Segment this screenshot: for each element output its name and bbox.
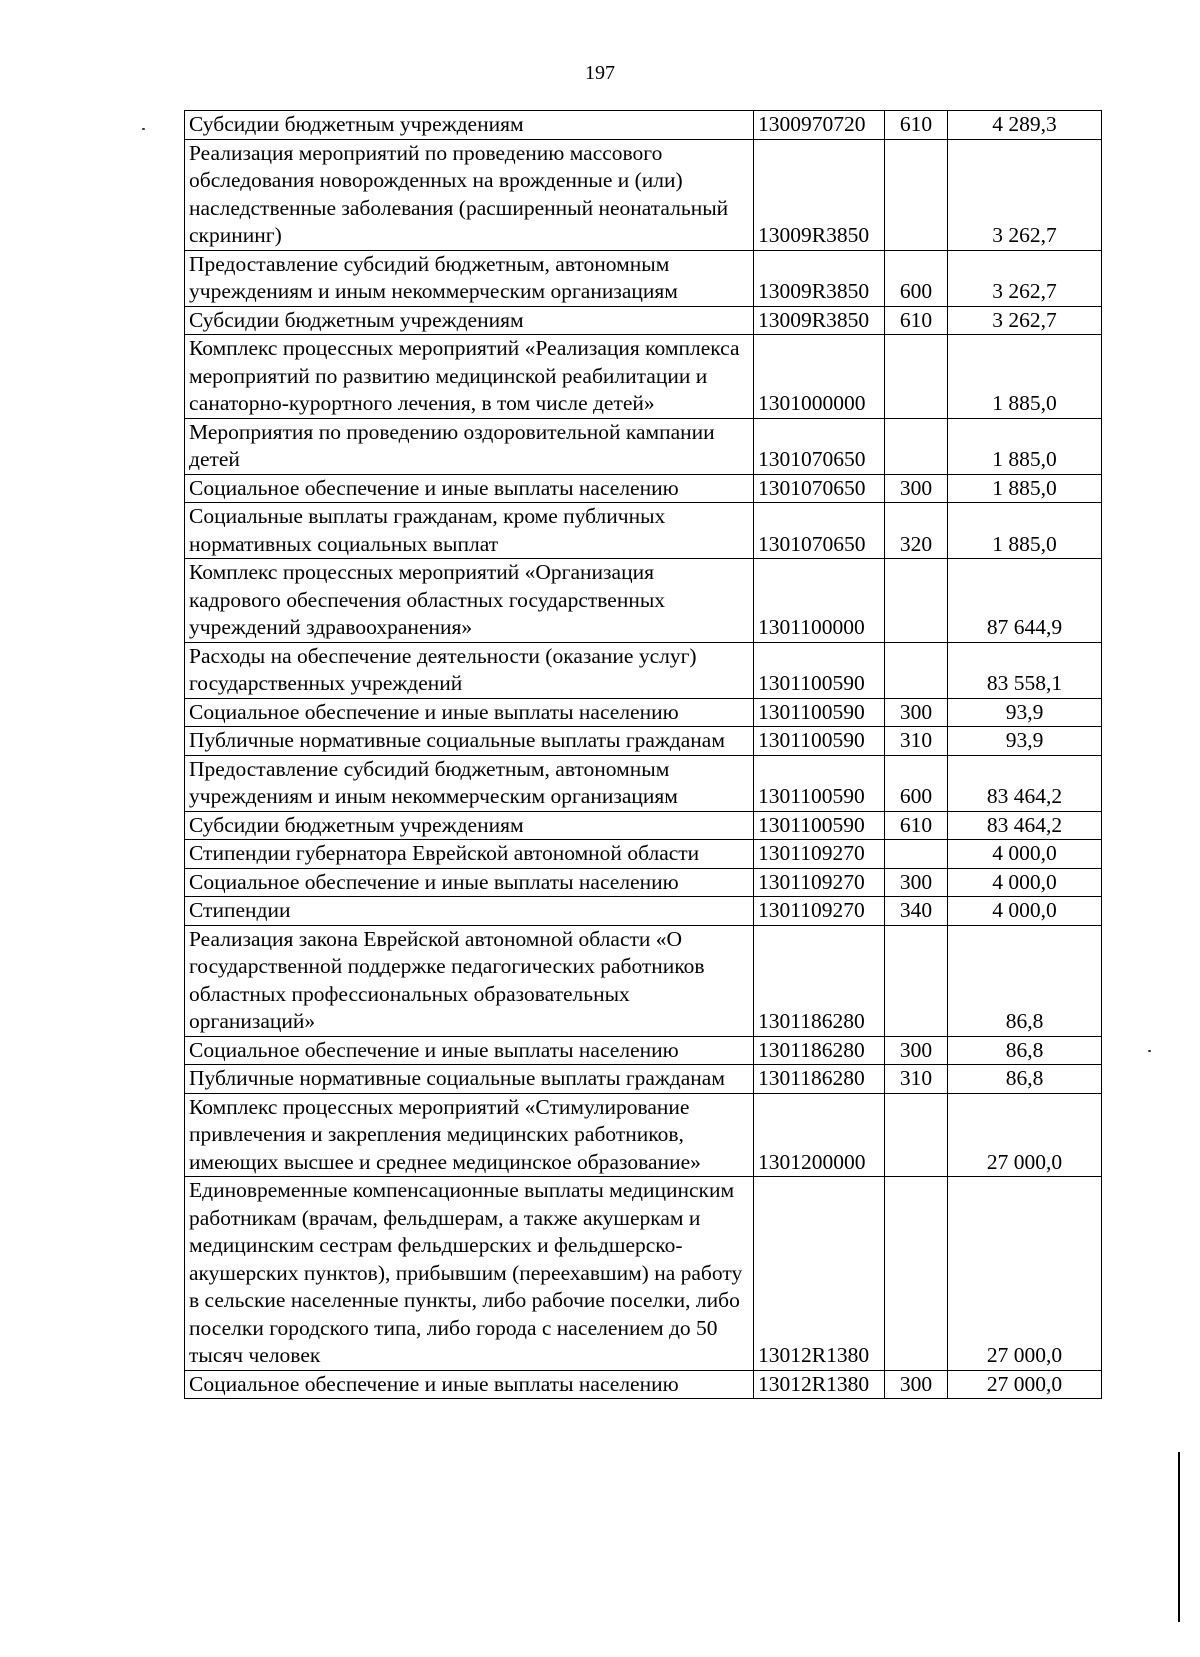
row-name-cell: Субсидии бюджетным учреждениям xyxy=(185,306,754,335)
row-code-cell: 1301109270 xyxy=(754,897,885,926)
table-row xyxy=(185,335,1102,419)
row-name-cell: Предоставление субсидий бюджетным, автономным учреждениям и иным некоммерческим организациям xyxy=(185,755,754,811)
row-code-cell: 1301109270 xyxy=(754,868,885,897)
margin-dot-mark xyxy=(1148,1050,1151,1052)
row-name-cell: Социальные выплаты гражданам, кроме публичных нормативных социальных выплат xyxy=(185,503,754,559)
row-type-cell: 340 xyxy=(885,897,948,926)
row-name-cell: Социальное обеспечение и иные выплаты населению xyxy=(185,698,754,727)
row-name-cell: Комплекс процессных мероприятий «Организация кадрового обеспечения областных государственных учреждений здравоохранения» xyxy=(185,559,754,643)
row-sum-cell: 27 000,0 xyxy=(948,1093,1102,1177)
row-code-cell: 13009R3850 xyxy=(754,250,885,306)
table-row xyxy=(185,1036,1102,1065)
row-code-cell: 1301000000 xyxy=(754,335,885,419)
row-sum-cell: 1 885,0 xyxy=(948,418,1102,474)
table-row xyxy=(185,897,1102,926)
row-type-cell: 610 xyxy=(885,811,948,840)
row-sum-cell: 86,8 xyxy=(948,925,1102,1036)
row-sum-cell: 83 464,2 xyxy=(948,755,1102,811)
row-sum-cell: 3 262,7 xyxy=(948,250,1102,306)
table-row xyxy=(185,1177,1102,1371)
table-row xyxy=(185,559,1102,643)
row-name-cell: Предоставление субсидий бюджетным, автономным учреждениям и иным некоммерческим организациям xyxy=(185,250,754,306)
row-name-cell: Социальное обеспечение и иные выплаты населению xyxy=(185,474,754,503)
row-code-cell: 13012R1380 xyxy=(754,1177,885,1371)
row-name-cell: Социальное обеспечение и иные выплаты населению xyxy=(185,868,754,897)
row-type-cell: 610 xyxy=(885,111,948,140)
row-sum-cell: 83 464,2 xyxy=(948,811,1102,840)
table-row xyxy=(185,755,1102,811)
row-code-cell: 1301200000 xyxy=(754,1093,885,1177)
row-sum-cell: 4 000,0 xyxy=(948,840,1102,869)
row-type-cell: 310 xyxy=(885,1065,948,1094)
table-row xyxy=(185,811,1102,840)
row-type-cell: 310 xyxy=(885,727,948,756)
row-type-cell xyxy=(885,925,948,1036)
table-row xyxy=(185,727,1102,756)
row-type-cell xyxy=(885,1093,948,1177)
table-row xyxy=(185,111,1102,140)
row-code-cell: 1301070650 xyxy=(754,474,885,503)
table-row xyxy=(185,925,1102,1036)
row-sum-cell: 86,8 xyxy=(948,1065,1102,1094)
row-sum-cell: 27 000,0 xyxy=(948,1177,1102,1371)
row-code-cell: 1301186280 xyxy=(754,1036,885,1065)
table-row xyxy=(185,1093,1102,1177)
row-code-cell: 1301100590 xyxy=(754,727,885,756)
row-code-cell: 13012R1380 xyxy=(754,1370,885,1399)
row-type-cell: 600 xyxy=(885,250,948,306)
row-code-cell: 13009R3850 xyxy=(754,306,885,335)
row-sum-cell: 86,8 xyxy=(948,1036,1102,1065)
table-row xyxy=(185,503,1102,559)
row-sum-cell: 1 885,0 xyxy=(948,474,1102,503)
row-name-cell: Публичные нормативные социальные выплаты гражданам xyxy=(185,1065,754,1094)
row-sum-cell: 93,9 xyxy=(948,727,1102,756)
row-sum-cell: 4 289,3 xyxy=(948,111,1102,140)
row-sum-cell: 1 885,0 xyxy=(948,503,1102,559)
row-code-cell: 1301186280 xyxy=(754,925,885,1036)
row-code-cell: 1301070650 xyxy=(754,418,885,474)
row-name-cell: Реализация закона Еврейской автономной области «О государственной поддержке педагогических работников областных профессиональных образовательных организаций» xyxy=(185,925,754,1036)
row-name-cell: Субсидии бюджетным учреждениям xyxy=(185,111,754,140)
row-code-cell: 1301100590 xyxy=(754,698,885,727)
row-type-cell xyxy=(885,418,948,474)
row-sum-cell: 27 000,0 xyxy=(948,1370,1102,1399)
row-type-cell: 300 xyxy=(885,1370,948,1399)
row-type-cell xyxy=(885,1177,948,1371)
row-code-cell: 1301100590 xyxy=(754,755,885,811)
row-sum-cell: 1 885,0 xyxy=(948,335,1102,419)
table-row xyxy=(185,306,1102,335)
row-type-cell: 300 xyxy=(885,474,948,503)
row-type-cell xyxy=(885,139,948,250)
row-name-cell: Мероприятия по проведению оздоровительной кампании детей xyxy=(185,418,754,474)
table-row xyxy=(185,250,1102,306)
row-type-cell: 300 xyxy=(885,1036,948,1065)
row-name-cell: Комплекс процессных мероприятий «Стимулирование привлечения и закрепления медицинских работников, имеющих высшее и среднее медицинское образование» xyxy=(185,1093,754,1177)
row-type-cell: 300 xyxy=(885,698,948,727)
row-sum-cell: 93,9 xyxy=(948,698,1102,727)
row-name-cell: Публичные нормативные социальные выплаты гражданам xyxy=(185,727,754,756)
row-type-cell xyxy=(885,335,948,419)
row-sum-cell: 3 262,7 xyxy=(948,306,1102,335)
budget-table xyxy=(184,110,1102,1399)
row-code-cell: 1300970720 xyxy=(754,111,885,140)
margin-line-mark xyxy=(1178,1452,1180,1622)
row-type-cell xyxy=(885,559,948,643)
row-name-cell: Социальное обеспечение и иные выплаты населению xyxy=(185,1036,754,1065)
row-code-cell: 13009R3850 xyxy=(754,139,885,250)
table-row xyxy=(185,418,1102,474)
table-row xyxy=(185,1065,1102,1094)
row-type-cell: 610 xyxy=(885,306,948,335)
row-code-cell: 1301070650 xyxy=(754,503,885,559)
margin-dot-mark xyxy=(142,128,145,130)
row-name-cell: Социальное обеспечение и иные выплаты населению xyxy=(185,1370,754,1399)
row-name-cell: Стипендии xyxy=(185,897,754,926)
table-row xyxy=(185,1370,1102,1399)
row-type-cell: 300 xyxy=(885,868,948,897)
row-type-cell: 320 xyxy=(885,503,948,559)
row-name-cell: Расходы на обеспечение деятельности (оказание услуг) государственных учреждений xyxy=(185,642,754,698)
row-sum-cell: 4 000,0 xyxy=(948,868,1102,897)
row-type-cell xyxy=(885,840,948,869)
table-row xyxy=(185,698,1102,727)
row-sum-cell: 83 558,1 xyxy=(948,642,1102,698)
row-code-cell: 1301186280 xyxy=(754,1065,885,1094)
table-row xyxy=(185,840,1102,869)
row-type-cell xyxy=(885,642,948,698)
budget-table-body xyxy=(185,111,1102,1399)
table-row xyxy=(185,139,1102,250)
row-code-cell: 1301100000 xyxy=(754,559,885,643)
table-row xyxy=(185,868,1102,897)
page-number: 197 xyxy=(585,62,615,84)
row-sum-cell: 4 000,0 xyxy=(948,897,1102,926)
row-name-cell: Единовременные компенсационные выплаты медицинским работникам (врачам, фельдшерам, а также акушеркам и медицинским сестрам фельдшерских и фельдшерско-акушерских пунктов), прибывшим (переехавшим) на работу в сельские населенные пункты, либо рабочие поселки, либо поселки городского типа, либо города с населением до 50 тысяч человек xyxy=(185,1177,754,1371)
row-name-cell: Реализация мероприятий по проведению массового обследования новорожденных на врожденные и (или) наследственные заболевания (расширенный неонатальный скрининг) xyxy=(185,139,754,250)
row-code-cell: 1301100590 xyxy=(754,642,885,698)
row-code-cell: 1301109270 xyxy=(754,840,885,869)
row-name-cell: Комплекс процессных мероприятий «Реализация комплекса мероприятий по развитию медицинской реабилитации и санаторно-курортного лечения, в том числе детей» xyxy=(185,335,754,419)
table-row xyxy=(185,642,1102,698)
row-sum-cell: 87 644,9 xyxy=(948,559,1102,643)
row-name-cell: Стипендии губернатора Еврейской автономной области xyxy=(185,840,754,869)
table-row xyxy=(185,474,1102,503)
row-name-cell: Субсидии бюджетным учреждениям xyxy=(185,811,754,840)
row-type-cell: 600 xyxy=(885,755,948,811)
row-sum-cell: 3 262,7 xyxy=(948,139,1102,250)
row-code-cell: 1301100590 xyxy=(754,811,885,840)
